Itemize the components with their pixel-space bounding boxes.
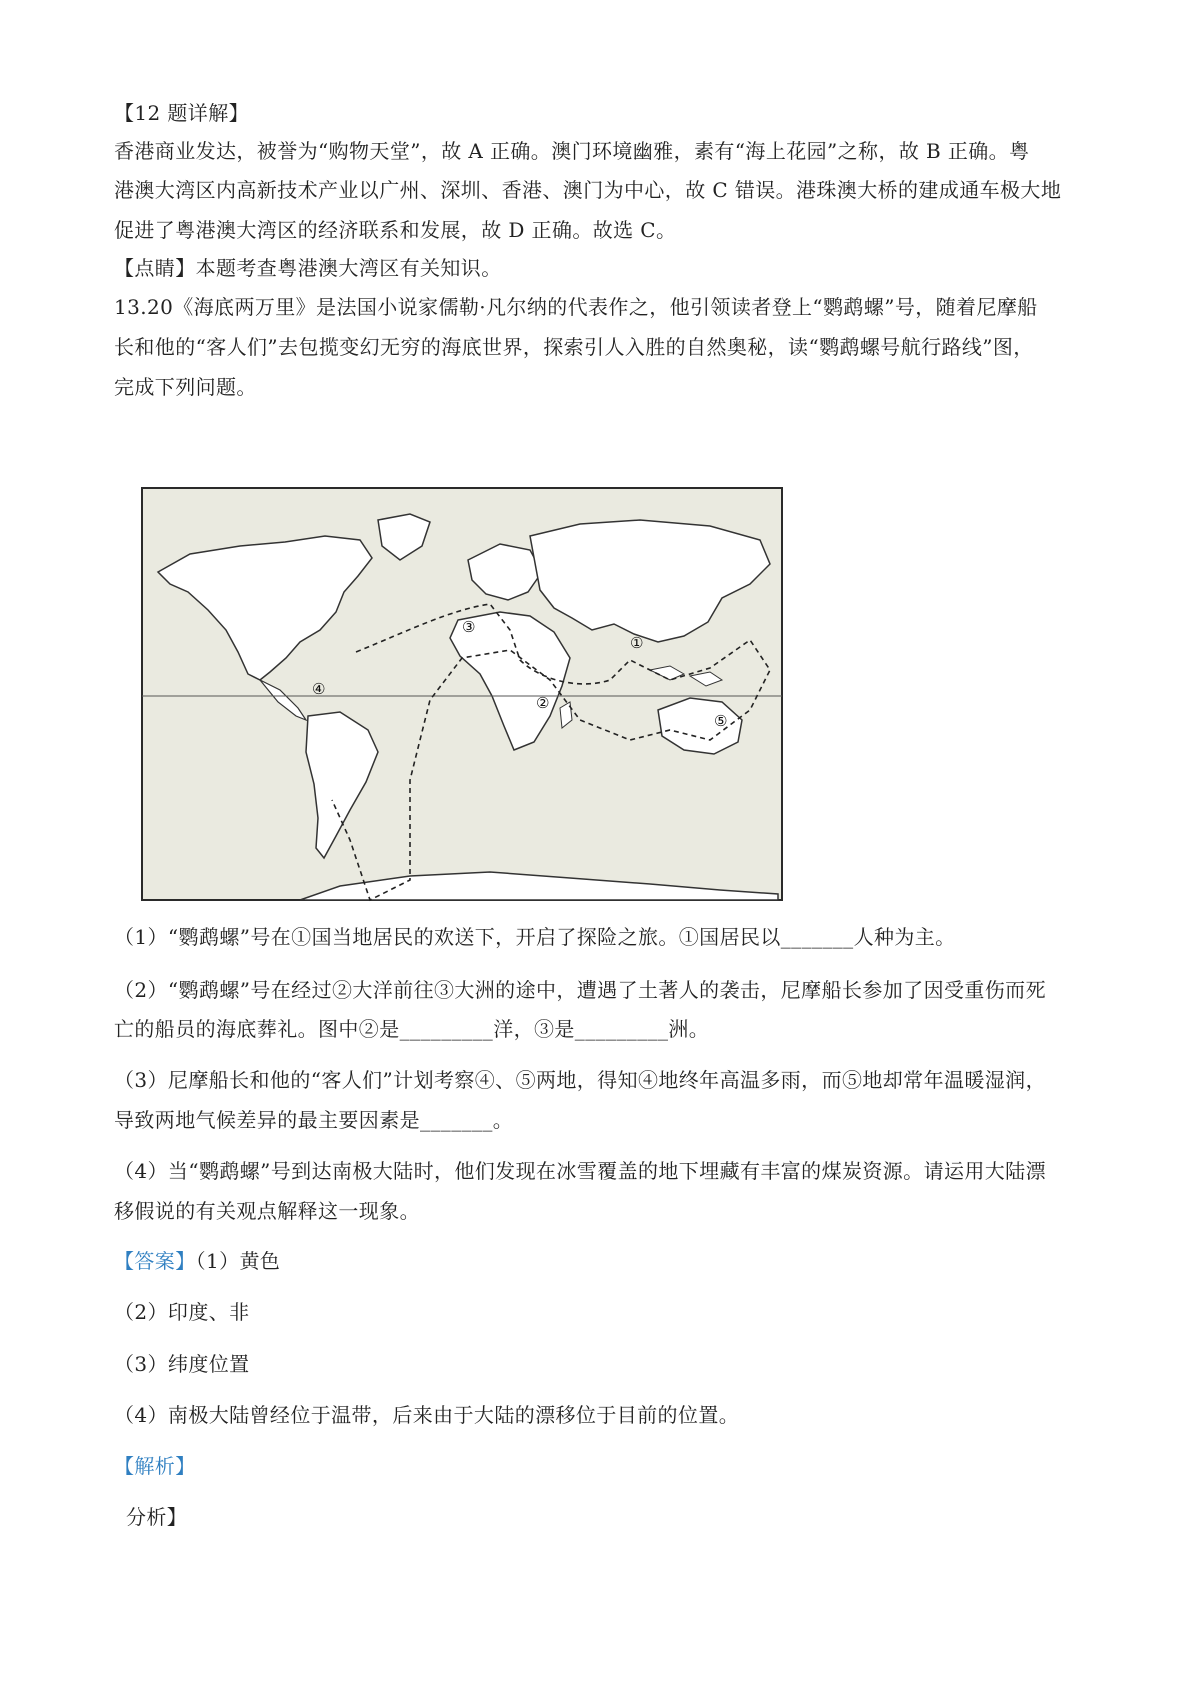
map-marker-1: ① — [630, 634, 644, 652]
map-marker-2: ② — [536, 694, 550, 712]
answer-4: （4）南极大陆曾经位于温带，后来由于大陆的漂移位于目前的位置。 — [114, 1403, 740, 1427]
explanation-line-3: 促进了粤港澳大湾区的经济联系和发展，故 D 正确。故选 C。 — [114, 218, 677, 242]
question-13-intro-1: 13.20《海底两万里》是法国小说家儒勒·凡尔纳的代表作之，他引领读者登上“鹦鹉螺”号，随着尼摩船 — [114, 295, 1038, 319]
sub-question-2-line-2: 亡的船员的海底葬礼。图中②是_________洋，③是_________洲。 — [114, 1017, 710, 1041]
explanation-line-1: 香港商业发达，被誉为“购物天堂”，故 A 正确。澳门环境幽雅，素有“海上花园”之称，故 B 正确。粤 — [114, 139, 1030, 163]
sub-question-2-line-1: （2）“鹦鹉螺”号在经过②大洋前往③大洲的途中，遭遇了土著人的袭击，尼摩船长参加了因受重伤而死 — [114, 978, 1046, 1002]
sub-question-3-line-1: （3）尼摩船长和他的“客人们”计划考察④、⑤两地，得知④地终年高温多雨，而⑤地却常年温暖湿润， — [114, 1068, 1046, 1092]
map-marker-3: ③ — [462, 618, 476, 636]
world-route-map — [110, 480, 788, 904]
answer-line-1 — [114, 1247, 280, 1275]
map-marker-5: ⑤ — [714, 712, 728, 730]
map-marker-4: ④ — [312, 680, 326, 698]
answer-label: 【答案】 — [114, 1249, 196, 1273]
sub-question-4-line-2: 移假说的有关观点解释这一现象。 — [114, 1199, 420, 1223]
answer-3: （3）纬度位置 — [114, 1352, 250, 1376]
analysis-sub: 分析】 — [126, 1505, 188, 1529]
question-13-intro-2: 长和他的“客人们”去包揽变幻无穷的海底世界，探索引人入胜的自然奥秘，读“鹦鹉螺号航行路线”图， — [114, 335, 1034, 359]
sub-question-1: （1）“鹦鹉螺”号在①国当地居民的欢送下，开启了探险之旅。①国居民以_______人种为主。 — [114, 925, 956, 949]
tip-line: 【点睛】本题考查粤港澳大湾区有关知识。 — [114, 256, 502, 280]
question-13-intro-3: 完成下列问题。 — [114, 375, 257, 399]
answer-2: （2）印度、非 — [114, 1300, 250, 1324]
analysis-label: 【解析】 — [114, 1454, 196, 1478]
answer-1: （1）黄色 — [195, 1249, 281, 1273]
section-heading-12: 【12 题详解】 — [114, 101, 250, 125]
sub-question-3-line-2: 导致两地气候差异的最主要因素是_______。 — [114, 1108, 514, 1132]
explanation-line-2: 港澳大湾区内高新技术产业以广州、深圳、香港、澳门为中心，故 C 错误。港珠澳大桥的建成通车极大地 — [114, 178, 1062, 202]
sub-question-4-line-1: （4）当“鹦鹉螺”号到达南极大陆时，他们发现在冰雪覆盖的地下埋藏有丰富的煤炭资源。请运用大陆漂 — [114, 1159, 1046, 1183]
